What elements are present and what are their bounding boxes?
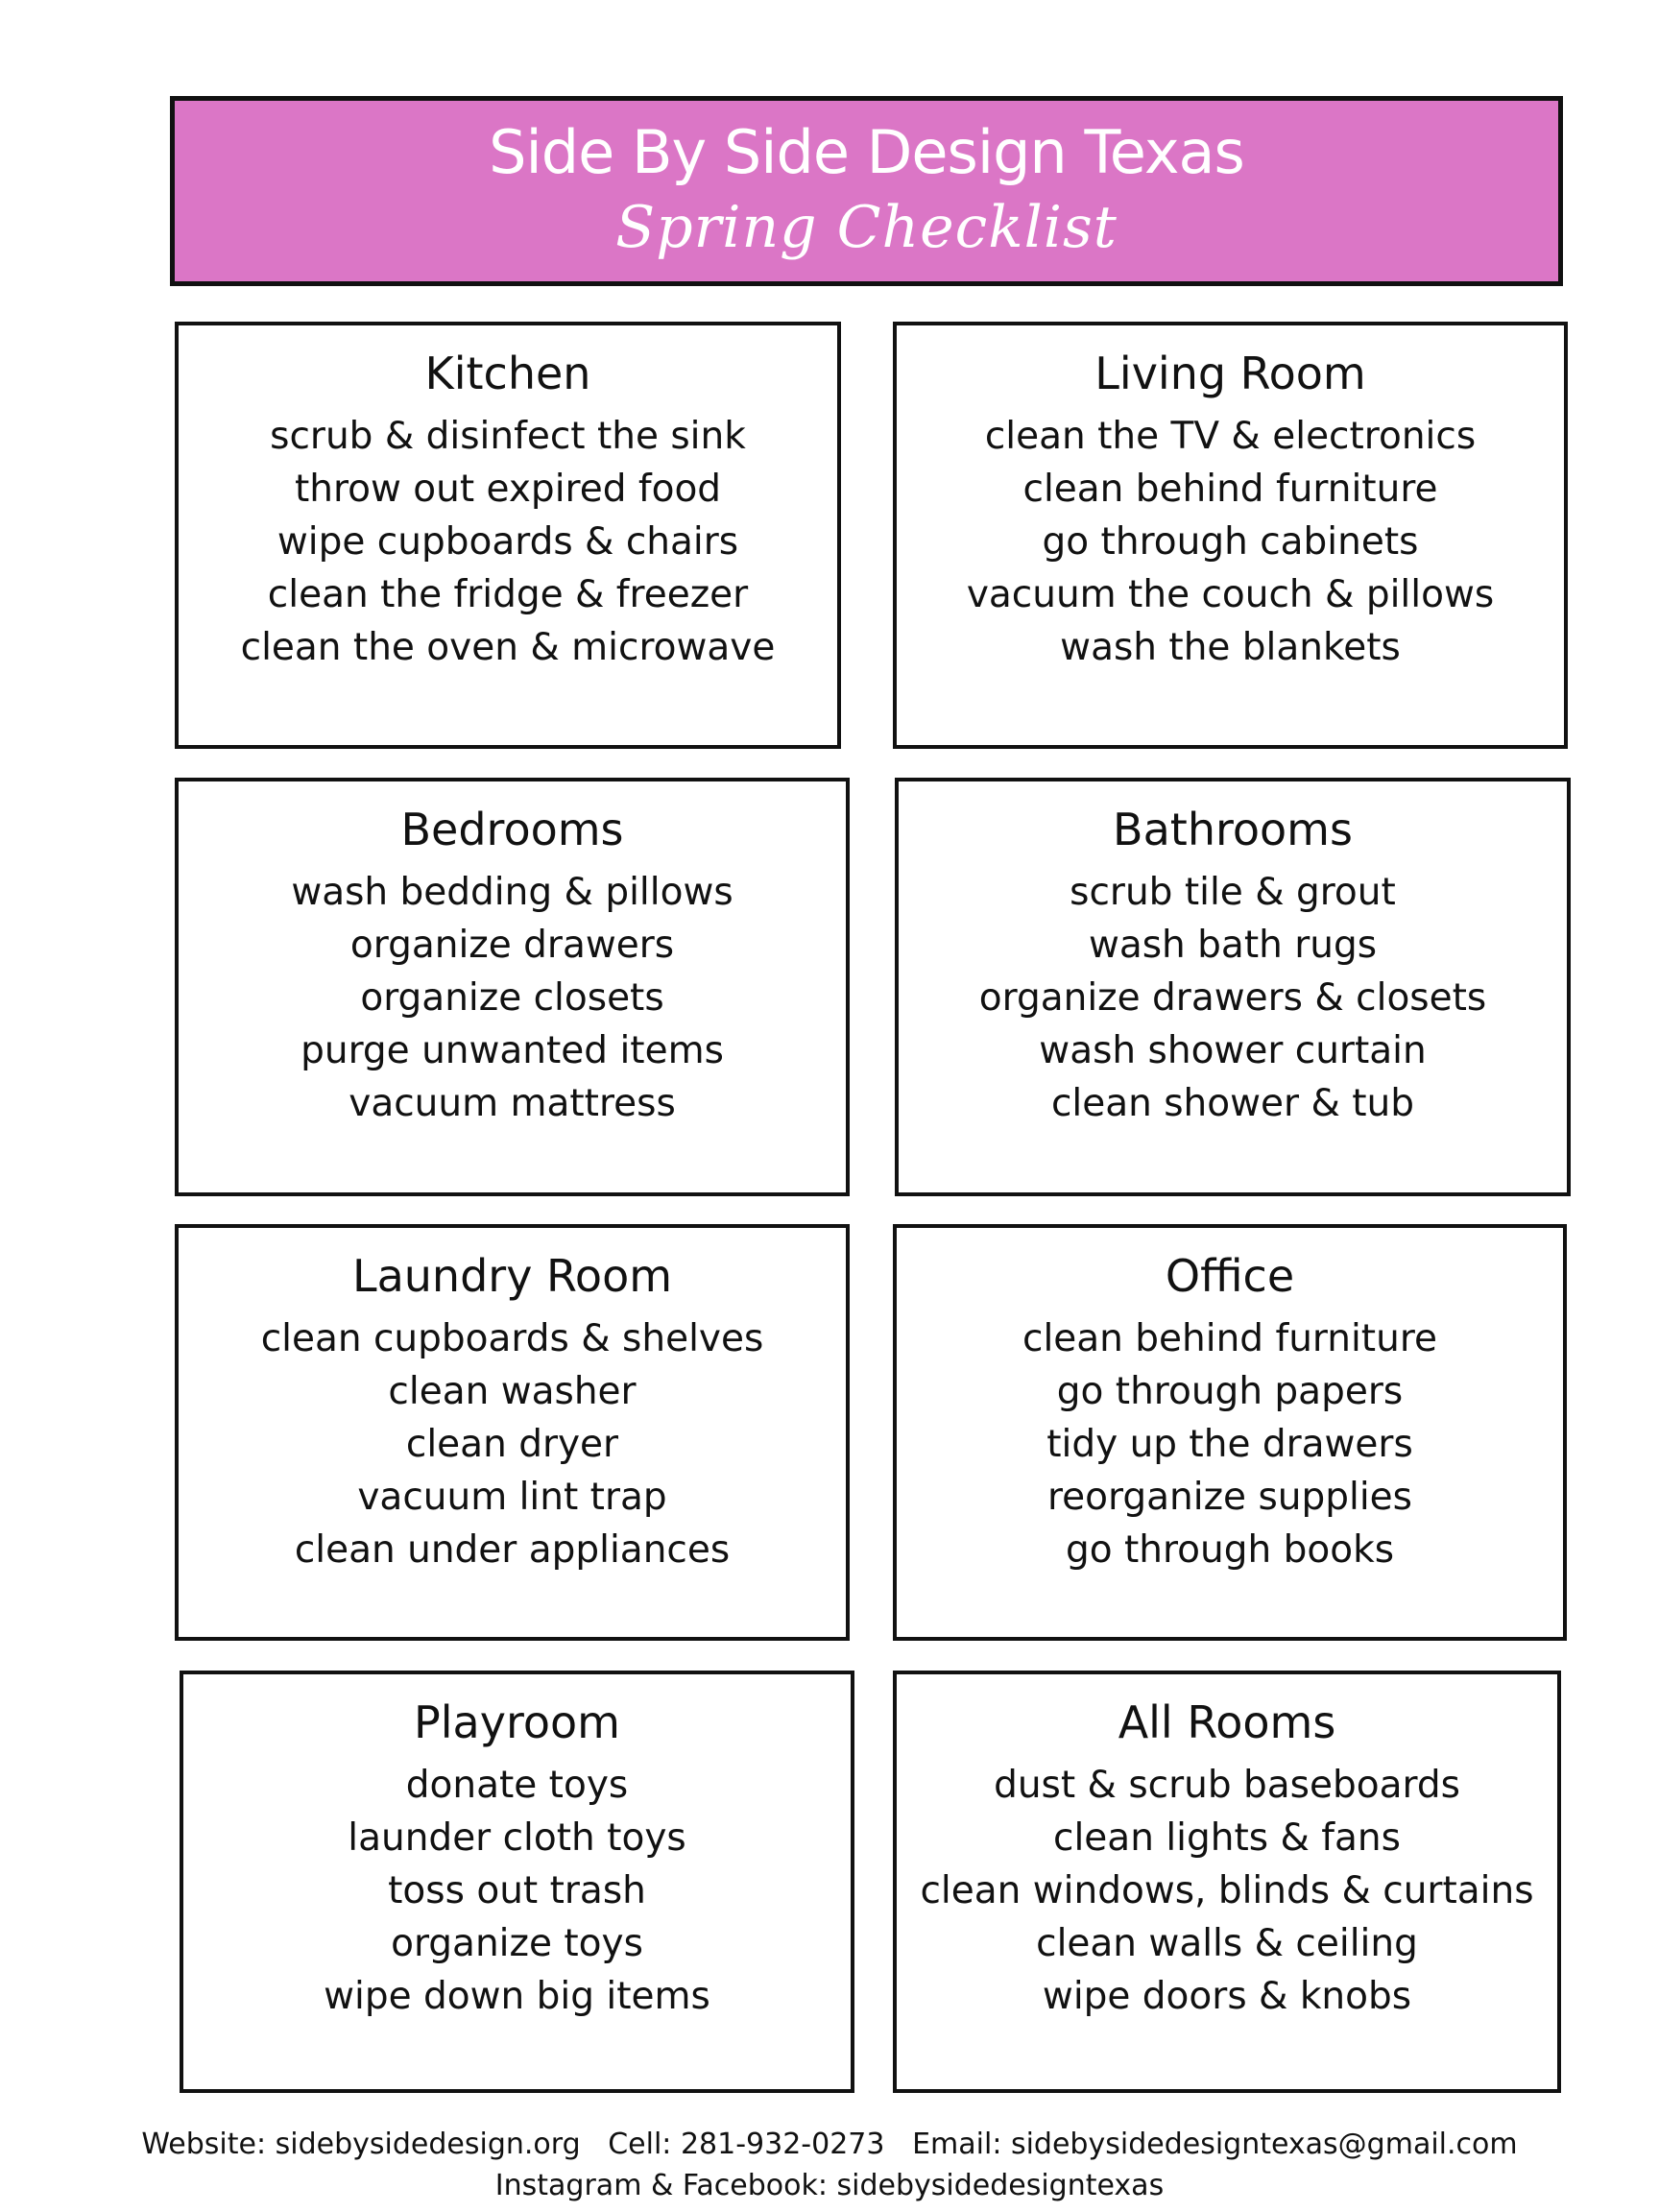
- checklist: [897, 1312, 1563, 1576]
- page-title: Side By Side Design Texas: [489, 117, 1244, 187]
- section-title: Playroom: [414, 1696, 620, 1748]
- checklist-item: clean behind furniture: [1022, 468, 1438, 511]
- contact-line: [0, 2124, 1659, 2165]
- checklist-item: organize drawers: [349, 924, 675, 967]
- section-title: Kitchen: [424, 348, 591, 399]
- checklist-item: purge unwanted items: [301, 1029, 724, 1072]
- website-text: Website: sidebysidedesign.org: [141, 2128, 581, 2161]
- social-text: Instagram & Facebook: sidebysidedesigntexas: [494, 2169, 1165, 2202]
- checklist-item: go through cabinets: [1042, 520, 1419, 564]
- section-laundry-room: [175, 1224, 850, 1641]
- checklist-item: clean dryer: [405, 1423, 619, 1466]
- checklist-item: tidy up the drawers: [1046, 1423, 1413, 1466]
- section-title: All Rooms: [1118, 1696, 1336, 1748]
- cell-text: Cell: 281-932-0273: [608, 2128, 885, 2161]
- checklist-item: dust & scrub baseboards: [994, 1764, 1460, 1807]
- checklist-item: organize closets: [360, 976, 664, 1020]
- checklist-item: vacuum lint trap: [357, 1476, 667, 1519]
- checklist-item: clean walls & ceiling: [1036, 1922, 1418, 1965]
- checklist-item: scrub & disinfect the sink: [270, 415, 746, 458]
- social-line: [0, 2165, 1659, 2206]
- checklist-item: clean windows, blinds & curtains: [920, 1869, 1534, 1912]
- checklist-item: throw out expired food: [294, 468, 722, 511]
- checklist: [899, 866, 1567, 1130]
- checklist: [179, 410, 837, 674]
- footer: [0, 2124, 1659, 2206]
- section-all-rooms: [893, 1671, 1561, 2093]
- section-bedrooms: [175, 778, 850, 1196]
- section-playroom: [180, 1671, 854, 2093]
- checklist-item: clean washer: [388, 1370, 637, 1413]
- checklist-item: vacuum the couch & pillows: [966, 573, 1495, 616]
- checklist-item: clean cupboards & shelves: [260, 1317, 764, 1360]
- checklist-item: clean the TV & electronics: [984, 415, 1477, 458]
- email-text: Email: sidebysidedesigntexas@gmail.com: [912, 2128, 1518, 2161]
- section-bathrooms: [895, 778, 1571, 1196]
- checklist-item: clean lights & fans: [1053, 1816, 1401, 1860]
- checklist-item: donate toys: [405, 1764, 629, 1807]
- checklist: [897, 1759, 1557, 2023]
- checklist-item: wash shower curtain: [1039, 1029, 1427, 1072]
- section-title: Laundry Room: [351, 1250, 673, 1302]
- section-title: Living Room: [1094, 348, 1366, 399]
- checklist-item: wash bedding & pillows: [291, 871, 733, 914]
- section-title: Bedrooms: [400, 804, 624, 855]
- checklist-item: scrub tile & grout: [1070, 871, 1396, 914]
- page-subtitle: Spring Checklist: [615, 194, 1118, 261]
- section-title: Bathrooms: [1113, 804, 1353, 855]
- checklist: [897, 410, 1564, 674]
- checklist-item: go through books: [1065, 1528, 1395, 1572]
- checklist-item: clean the oven & microwave: [240, 626, 776, 669]
- checklist: [179, 1312, 846, 1576]
- checklist-item: clean behind furniture: [1022, 1317, 1437, 1360]
- section-office: [893, 1224, 1567, 1641]
- checklist-item: toss out trash: [388, 1869, 646, 1912]
- checklist: [179, 866, 846, 1130]
- checklist-item: wipe down big items: [324, 1975, 710, 2018]
- checklist-item: organize toys: [391, 1922, 643, 1965]
- checklist-item: wipe doors & knobs: [1042, 1975, 1412, 2018]
- checklist-item: organize drawers & closets: [978, 976, 1487, 1020]
- section-kitchen: [175, 322, 841, 749]
- section-title: Office: [1165, 1250, 1295, 1302]
- checklist-item: wash bath rugs: [1088, 924, 1378, 967]
- header-banner: [170, 96, 1563, 286]
- checklist-item: reorganize supplies: [1047, 1476, 1412, 1519]
- checklist-item: vacuum mattress: [349, 1082, 676, 1125]
- checklist-item: launder cloth toys: [348, 1816, 686, 1860]
- checklist-item: clean the fridge & freezer: [267, 573, 749, 616]
- checklist: [183, 1759, 851, 2023]
- checklist-item: go through papers: [1056, 1370, 1404, 1413]
- section-living-room: [893, 322, 1568, 749]
- checklist-item: wash the blankets: [1060, 626, 1401, 669]
- checklist-item: clean under appliances: [294, 1528, 731, 1572]
- checklist-item: clean shower & tub: [1050, 1082, 1415, 1125]
- checklist-item: wipe cupboards & chairs: [276, 520, 739, 564]
